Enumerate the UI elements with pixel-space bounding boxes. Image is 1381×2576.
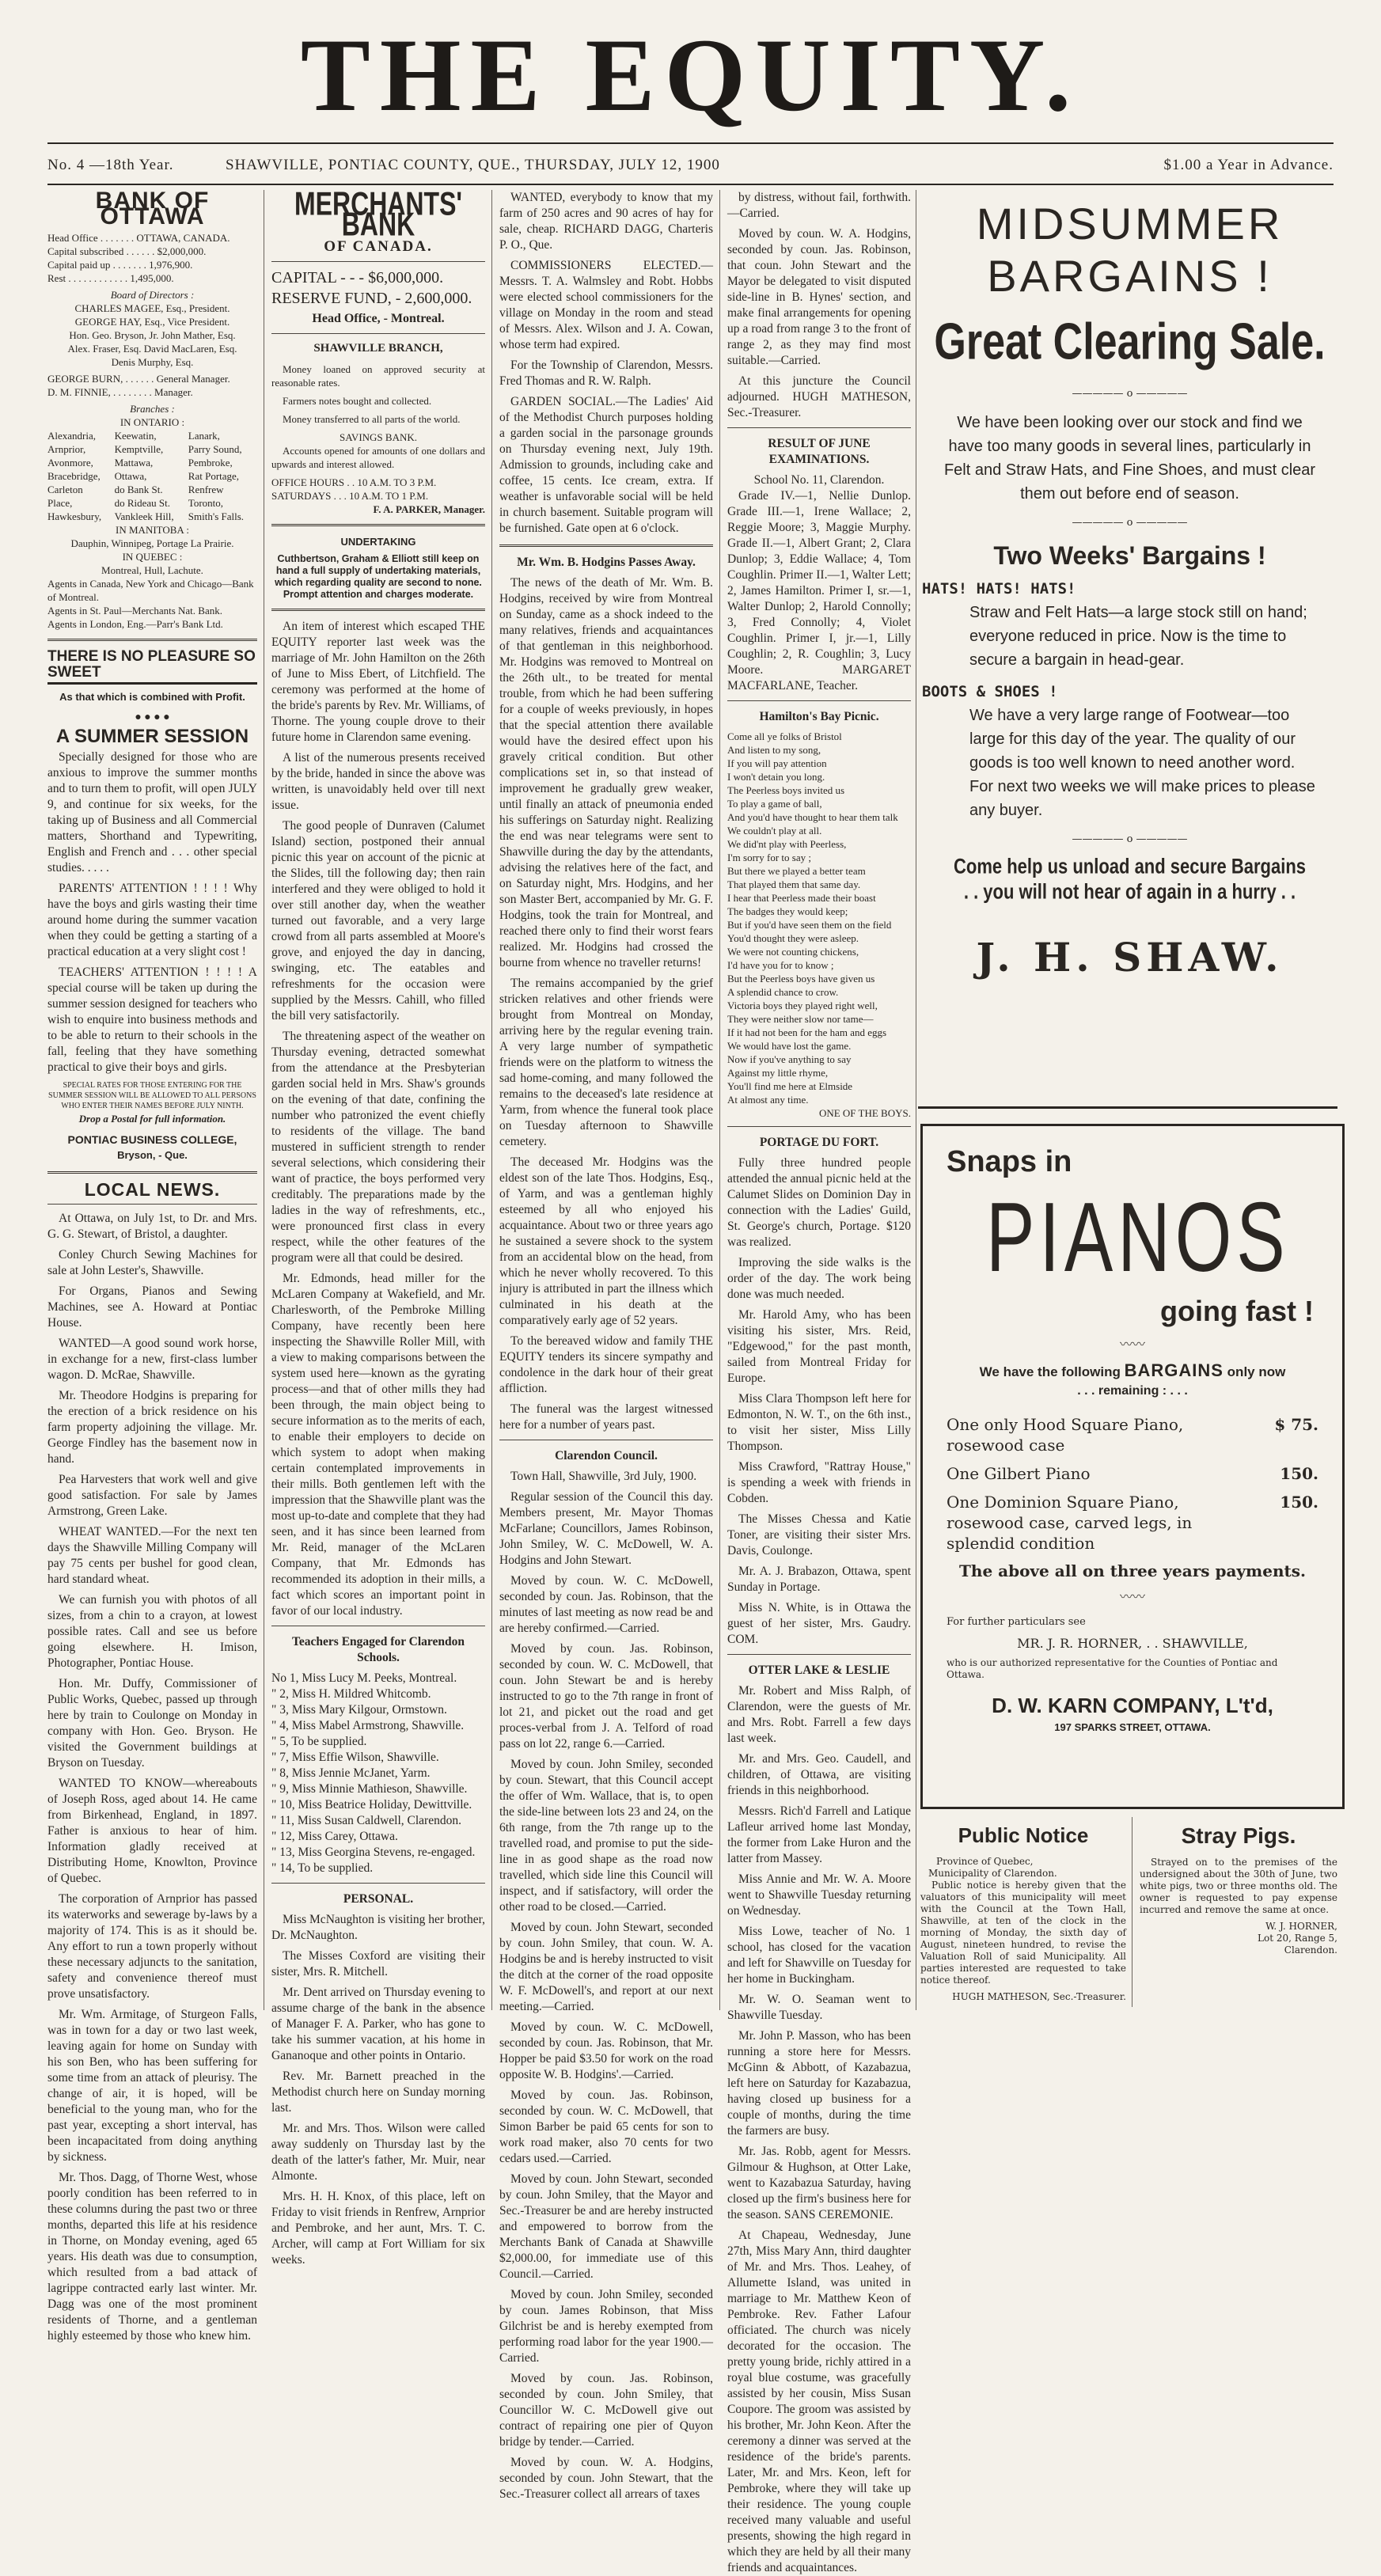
stray-pigs-sign: W. J. HORNER, (1265, 1921, 1337, 1932)
local-news-heading: LOCAL NEWS. (84, 1179, 221, 1200)
director: Alex. Fraser, Esq. David MacLaren, Esq. (67, 343, 237, 355)
teacher-entry: " 7, Miss Effie Wilson, Shawville. (271, 1751, 439, 1764)
column-1 (47, 188, 257, 2343)
hodgins-paragraph: The remains accompanied by the grief stricken relatives and other friends were brought from Montreal on Monday, arriving here by the regular evening train. A very large number of sympathetic friends were on the platform to witness the sad home-coming, and many followed the remains to the deceased's late residence at Yarm, from whence the funeral took place on Tuesday afternoon to Shawville cemetery. (499, 977, 713, 1148)
teachers-heading: Teachers Engaged for Clarendon Schools. (291, 1635, 465, 1664)
personal-heading: PERSONAL. (343, 1892, 414, 1906)
subscription-price: $1.00 a Year in Advance. (1163, 157, 1334, 173)
council-paragraph: Moved by coun. W. C. McDowell, seconded by coun. Jas. Robinson, that Mr. Hopper be paid $3.50 for work on the road opposite W. B. Hodgins'.—Carried. (499, 2020, 713, 2081)
otter-item: Miss Annie and Mr. W. A. Moore went to Shawville Tuesday returning on Wednesday. (727, 1872, 911, 1918)
portage-item: Miss N. White, is in Ottawa the guest of her sister, Mrs. Gaudry. COM. (727, 1601, 911, 1646)
merchants-line: Accounts opened for amounts of one dollars and upwards and interest allowed. (271, 445, 485, 470)
council-paragraph: Moved by coun. Jas. Robinson, seconded by coun. W. C. McDowell, that Simon Barber be paid 65 cents for son to work road maker, also 70 cents for two cedars used.—Carried. (499, 2088, 713, 2165)
local-news-item: Hon. Mr. Duffy, Commissioner of Public Works, Quebec, passed up through here by train to Coulonge on Monday in company with Hon. Geo. Bryson. He visited the Government buildings at Bryson on Tuesday. (47, 1677, 257, 1770)
council-paragraph: Moved by coun. W. C. McDowell, seconded by coun. Jas. Robinson, that the minutes of last meeting as now read be and are hereby confirmed.—Carried. (499, 1574, 713, 1635)
otter-item: Miss Lowe, teacher of No. 1 school, has closed for the vacation and left for Shawville on Tuesday for her home in Buckingham. (727, 1925, 911, 1986)
teacher-entry: " 2, Miss H. Mildred Whitcomb. (271, 1687, 431, 1701)
column-2 (271, 184, 485, 2267)
council-paragraph: Moved by coun. Jas. Robinson, seconded by coun. John Smiley, that Councillor W. C. McDowell give out contract of repairing one pier of Quyon bridge by tender.—Carried. (499, 2372, 713, 2449)
undertaking-title: UNDERTAKING (340, 536, 416, 548)
otter-item: At Chapeau, Wednesday, June 27th, Miss Mary Ann, third daughter of Mr. and Mrs. Thos. Leahey, of Allumette Island, was united in marriage to Mr. Matthew Keon of Pembroke. Rev. Father Lafour officiated. The church was nicely decorated for the occasion. The pretty young bride, richly attired in a royal blue costume, was gracefully assisted by her cousin, Miss Susan Coupore. The groom was assisted by his brother, Mr. John Keon. After the ceremony a dinner was served at the residence of the bride's parents. Later, Mr. and Mrs. Keon, left for Pembroke, where they will take up their residence. The young couple received many valuable and useful presents, showing the high regard in which they are held by all their many friends and acquaintances. (727, 2229, 911, 2574)
otter-heading: OTTER LAKE & LESLIE (748, 1664, 890, 1677)
pianos-advertisement (920, 1124, 1345, 1809)
board-heading: Board of Directors : (110, 289, 195, 301)
manager-line: GEORGE BURN, . . . . . . General Manager. (47, 373, 230, 385)
stray-pigs-sign: Lot 20, Range 5, (1258, 1933, 1337, 1944)
local-news-item: We can furnish you with photos of all sizes, from a chin to a crayon, at lowest possible rates. Call and see us before going elsewhere. H. Imison, Photographer, Pontiac House. (47, 1593, 257, 1670)
business-ad-sub: As that which is combined with Profit. (59, 691, 245, 703)
portage-item: Improving the side walks is the order of the day. The work being done was much needed. (727, 1256, 911, 1301)
saturday-hours: SATURDAYS . . . 10 A.M. TO 1 P.M. (271, 490, 429, 502)
public-notice-title: Public Notice (958, 1823, 1089, 1847)
council-paragraph: Moved by coun. John Smiley, seconded by coun. James Robinson, that Miss Gilchrist be and is hereby exempted from performing road labor for the year 1900.—Carried. (499, 2288, 713, 2365)
bank-ottawa-line: Head Office . . . . . . . OTTAWA, CANADA. (47, 232, 230, 244)
snaps-in: Snaps in (947, 1145, 1072, 1178)
masthead-rule-bottom (47, 184, 1334, 185)
picnic-poem: Come all ye folks of Bristol And listen to my song, If you will pay attention I won't detain you long. The Peerless boys invited us To play a game of ball, And you'd have thought to hear them talk We couldn't play at all. We did'nt play with Peerless, I'm sorry for to say ; But there we played a better team That played them that same day. I hear that Peerless made their boast The badges they would keep; But if you'd have seen them on the field You'd thought they were asleep. We were not counting chickens, I'd have you for to know ; But the Peerless boys have given us A splendid chance to crow. Victoria boys they played right well, They were neither slow nor tame— If it had not been for the ham and eggs We would have lost the game. Now if you've anything to say Against my little rhyme, You'll find me here at Elmside At almost any time. ONE OF THE BOYS. (727, 730, 911, 1119)
pianos-ornament: 〰〰 (1119, 1337, 1145, 1352)
hodgins-heading: Mr. Wm. B. Hodgins Passes Away. (517, 556, 696, 569)
special-rates-note: SPECIAL RATES FOR THOSE ENTERING FOR THE SUMMER SESSION WILL BE ALLOWED TO ALL PERSONS WHO ENTER THEIR NAMES BEFORE JULY NINTH. (48, 1081, 256, 1110)
agents-line: Agents in Canada, New York and Chicago—Bank of Montreal. (47, 578, 254, 603)
director: Denis Murphy, Esq. (111, 356, 194, 368)
hodgins-paragraph: The funeral was the largest witnessed here for a number of years past. (499, 1402, 713, 1432)
college-name: PONTIAC BUSINESS COLLEGE, (67, 1133, 237, 1146)
merchants-line: Money loaned on approved security at reasonable rates. (271, 363, 485, 389)
manager-line: D. M. FINNIE, . . . . . . . . Manager. (47, 386, 193, 398)
local-news-item: WANTED—A good sound work horse, in exchange for a new, first-class lumber wagon. D. McRae, Shawville. (47, 1337, 257, 1382)
council-paragraph: Moved by coun. John Stewart, seconded by coun. John Smiley, that the Mayor and Sec.-Treasurer be and are hereby instructed and empowered to borrow from the Merchants Bank of Canada at Shawville $2,000.00, for immediate use of this Council.—Carried. (499, 2172, 713, 2281)
council-paragraph: Moved by coun. John Smiley, seconded by coun. Stewart, that this Council accept the offer of Wm. Wallace, that is, to open the side-line between lots 23 and 24, on the 6th range, from the 7th range up to the travelled road, and promise to put the side-line in as good shape as the road now travelled, which side line this Council will inspect, and if satisfactory, will order the other road to be closed.—Carried. (499, 1758, 713, 1914)
teacher-entry: " 11, Miss Susan Caldwell, Clarendon. (271, 1814, 461, 1827)
otter-item: Messrs. Rich'd Farrell and Latique Lafleur arrived home last Monday, the former from Lake Huron and the latter from Massey. (727, 1804, 911, 1865)
personal-item: Mrs. H. H. Knox, of this place, left on Friday to visit friends in Renfrew, Arnprior and Pembroke, and her aunt, Mrs. T. C. Archer, will camp at Fort William for six weeks. (271, 2190, 485, 2267)
branches-heading: Branches : (130, 403, 175, 415)
remaining-line: . . . remaining : . . . (1077, 1384, 1188, 1398)
ontario-heading: IN ONTARIO : (120, 416, 185, 428)
boots-heading: BOOTS & SHOES ! (922, 683, 1058, 700)
savings-bank-heading: SAVINGS BANK. (339, 431, 417, 443)
bank-ottawa-line: Capital paid up . . . . . . . 1,976,900. (47, 259, 193, 271)
teacher-entry: " 3, Miss Mary Kilgour, Ormstown. (271, 1703, 447, 1717)
local-news-item: WANTED TO KNOW—whereabouts of Joseph Ross, aged about 14. He came from Birkenhead, England, in 1897. Father is anxious to hear of him. Information gladly received at Distributing Home, Knowlton, Province of Quebec. (47, 1777, 257, 1885)
branches-table: Alexandria, Keewatin, Lanark, Arnprior, Kemptville, Parry Sound, Avonmore, Mattawa, Pembroke, Bracebridge, Ottawa, Rat Portage, Carleton do Bank St. Renfrew Place, do Rideau St. Toronto, Hawkesbury, Vankleek Hill, Smith's Falls. (47, 430, 245, 522)
manitoba-heading: IN MANITOBA : (116, 524, 189, 536)
portage-item: Mr. Harold Amy, who has been visiting his sister, Mrs. Reid, "Edgewood," for the past month, sailed from Montreal Friday for Europe. (727, 1308, 911, 1385)
exam-heading: RESULT OF JUNE EXAMINATIONS. (768, 437, 871, 466)
director: CHARLES MAGEE, Esq., President. (74, 302, 230, 314)
news-item: The threatening aspect of the weather on Thursday evening, detracted somewhat from the attendance at the Presbyterian garden social held in Mrs. Shaw's grounds on the evening of that date, confining the number who patronized the event chiefly to residents of the village. The band mustered in sufficient strength to render several selections, which considering their want of practice, the boys performed very creditably. The preparations made by the ladies in the way of refreshments, etc., were pronounced first class in every respect, while the other features of the program were all that could be desired. (271, 1030, 485, 1265)
business-ad-paragraph: TEACHERS' ATTENTION ! ! ! ! A special course will be taken up during the summer session designed for teachers who wish to enquire into business methods and to be able to return to their schools in the fall, feeling that they have something practical to give their boys and girls. (47, 966, 257, 1074)
portage-item: Mr. A. J. Brabazon, Ottawa, spent Sunday in Portage. (727, 1565, 911, 1594)
karn-address: 197 SPARKS STREET, OTTAWA. (1054, 1721, 1211, 1733)
council-paragraph: Moved by coun. Jas. Robinson, seconded by coun. W. C. McDowell, that coun. John Stewart be and is hereby instructed to go to the 7th range in front of lot 21, and picket out the road and get proces-verbal from J. A. Telford of road pass on lot 22, range 6.—Carried. (499, 1642, 713, 1751)
teacher-entry: " 9, Miss Minnie Mathieson, Shawville. (271, 1782, 468, 1796)
director: GEORGE HAY, Esq., Vice President. (74, 316, 230, 328)
teacher-entry: " 14, To be supplied. (271, 1861, 374, 1875)
column-3 (499, 190, 713, 2501)
shaw-name: J. H. SHAW. (976, 934, 1284, 981)
otter-item: Mr. Jas. Robb, agent for Messrs. Gilmour & Hughson, at Otter Lake, went to Kazabazua Saturday, having closed up the firm's business here for the season. SANS CEREMONIE. (727, 2145, 911, 2221)
news-item: For the Township of Clarendon, Messrs. Fred Thomas and R. W. Ralph. (499, 359, 713, 388)
agent-note: who is our authorized representative for the Counties of Pontiac and Ottawa. (947, 1657, 1278, 1680)
shawville-branch-heading: SHAWVILLE BRANCH, (313, 342, 443, 355)
teacher-entry: " 5, To be supplied. (271, 1735, 367, 1748)
business-ad-paragraph: PARENTS' ATTENTION ! ! ! ! Why have the boys and girls wasting their time around home during the summer vacation when they could be getting a starting of a practical education at a very slight cost ! (47, 882, 257, 958)
council-paragraph: Regular session of the Council this day. Members present, Mr. Mayor Thomas McFarlane; Councillors, James Robinson, John Smiley, W. C. McDowell, W. A. Hodgins and John Stewart. (499, 1490, 713, 1567)
bank-ottawa-line: Capital subscribed . . . . . . $2,000,000. (47, 245, 207, 257)
undertaking-text: Cuthbertson, Graham & Elliott still keep on hand a full supply of undertaking materials, which regarding quality are second to none. Prompt attention and charges moderate. (275, 553, 482, 600)
personal-item: The Misses Coxford are visiting their sister, Mrs. R. Mitchell. (271, 1949, 485, 1978)
shaw-ornament: ————— o ————— (1072, 388, 1188, 400)
portage-item: Miss Clara Thompson left here for Edmonton, N. W. T., on the 6th inst., to visit her sister, Miss Lilly Thompson. (727, 1392, 911, 1453)
teacher-entry: " 10, Miss Beatrice Holiday, Dewittville. (271, 1798, 472, 1812)
merchants-bank-sub: OF CANADA. (324, 238, 433, 255)
business-ad-title: THERE IS NO PLEASURE SO SWEET (47, 649, 257, 685)
piano-item: One Dominion Square Piano, rosewood case, carved legs, in splendid condition 150. (947, 1493, 1318, 1553)
news-item: An item of interest which escaped THE EQUITY reporter last week was the marriage of Mr. John Hamilton on the 26th of June to Miss Ebert, of Litchfield. The ceremony was performed at the home of the bride's parents by Rev. Mr. Williams, of Thorne. The young couple drove to their future home in Clarendon same evening. (271, 620, 485, 744)
news-item: Moved by coun. W. A. Hodgins, seconded by coun. Jas. Robinson, that coun. John Stewart and the Mayor be delegated to visit disputed side-line in B. Hynes' section, and make final arrangements for opening up a road from range 3 to the front of range 2, as they may find most suitable.—Carried. (727, 227, 911, 367)
dateline-place: SHAWVILLE, PONTIAC COUNTY, QUE., THURSDAY, JULY 12, 1900 (226, 157, 720, 173)
boots-text: We have a very large range of Footwear—too large for this day of the year. The quality of our goods is too well known to need another word. For next two weeks we will make prices to please any buyer. (969, 707, 1315, 819)
otter-item: Mr. John P. Masson, who has been running a store here for Messrs. McGinn & Abbott, of Kazabazua, left here on Saturday for Kazabazua, having closed up business for a couple of months, during the time the farmers are busy. (727, 2029, 911, 2138)
otter-item: Mr. W. O. Seaman went to Shawville Tuesday. (727, 1993, 911, 2022)
masthead-title: THE EQUITY. (300, 17, 1081, 133)
council-paragraph: Moved by coun. W. A. Hodgins, seconded by coun. John Stewart, that the Sec.-Treasurer collect all arrears of taxes (499, 2456, 713, 2501)
council-heading: Clarendon Council. (555, 1449, 658, 1463)
shaw-ad-rule (918, 1106, 1337, 1109)
piano-item: One Gilbert Piano 150. (947, 1464, 1318, 1483)
shaw-call-1: Come help us unload and secure Bargains (954, 854, 1306, 878)
dateline (47, 157, 1334, 179)
office-hours: OFFICE HOURS . . 10 A.M. TO 3 P.M. (271, 476, 437, 488)
shaw-title-clearing: Great Clearing Sale. (934, 313, 1326, 371)
public-notice-line: Province of Quebec, (936, 1856, 1034, 1867)
public-notice (920, 1817, 1126, 2007)
issue-number: No. 4 —18th Year. (47, 157, 174, 173)
local-news-item: WHEAT WANTED.—For the next ten days the Shawville Milling Company will pay 75 cents per bushel for good clean, hard standard wheat. (47, 1525, 257, 1586)
local-news-item: For Organs, Pianos and Sewing Machines, see A. Howard at Pontiac House. (47, 1284, 257, 1330)
news-item: COMMISSIONERS ELECTED.—Messrs. T. A. Walmsley and Robt. Hobbs were elected school commissioners for the village on Monday in the room and stead of Messrs. Alex. Wilson and J. A. Cowan, whose term had expired. (499, 259, 713, 351)
teacher-entry: " 13, Miss Georgina Stevens, re-engaged. (271, 1846, 476, 1859)
hats-text: Straw and Felt Hats—a large stock still on hand; everyone reduced in price. Now is the time to secure a bargain in head-gear. (969, 604, 1307, 669)
public-notice-text: Public notice is hereby given that the valuators of this municipality will meet with the Council at the Town Hall, Shawville, at ten of the clock in the morning of Monday, the sixth day of August, nineteen hundred, to revise the Valuation Roll of said Municipality. All parties interested are requested to take notice thereof. (920, 1880, 1126, 1986)
director: Hon. Geo. Bryson, Jr. John Mather, Esq. (69, 329, 236, 341)
shaw-intro: We have been looking over our stock and find we have too many goods in several lines, particularly in Felt and Straw Hats, and Fine Shoes, and must clear them out before end of season. (943, 414, 1316, 503)
shaw-call-2: . . you will not hear of again in a hurry . . (963, 879, 1296, 904)
pianos-title: PIANOS (986, 1183, 1290, 1292)
public-notice-sign: HUGH MATHESON, Sec.-Treasurer. (952, 1991, 1126, 2002)
hodgins-paragraph: The news of the death of Mr. Wm. B. Hodgins, received by wire from Montreal on Sunday, came as a shock indeed to the many relatives, friends and acquaintances of that gentleman in this neighborhood. Mr. Hodgins was removed to Montreal on the 26th ult., to be treated for mental trouble, from which he had been suffering for a couple of weeks previously, in hopes that the special attention there available would have the desired effect upon his gravely critical condition. But other complications set in, so that instead of improvement he gradually grew weaker, until finally an attack of pneumonia ended his sufferings on Saturday night. Realizing the end was near telegrams were sent to Shawville during the day by the attendants, advising the relatives here of the fact, and on Saturday night, Mrs. Hodgins, and her son Master Bert, accompanied by Mr. G. F. Hodgins, took the train for Montreal, and reached there only to find their worst fears realized. Mr. Hodgins had crossed the bourne from whence no traveller returns! (499, 576, 713, 969)
college-place: Bryson, - Que. (117, 1149, 188, 1161)
local-news-item: Pea Harvesters that work well and give good satisfaction. For sale by James Armstrong, Green Lake. (47, 1473, 257, 1518)
agent-name: MR. J. R. HORNER, . . SHAWVILLE, (1017, 1636, 1248, 1651)
portage-item: Miss Crawford, "Rattray House," is spending a week with friends in Cobden. (727, 1460, 911, 1505)
stray-pigs-title: Stray Pigs. (1181, 1823, 1296, 1848)
stray-pigs-text: Strayed on to the premises of the undersigned about the 30th of June, two white pigs, two or three months old. The owner is requested to pay expense incurred and remove the same at once. (1140, 1857, 1337, 1915)
postal-note: Drop a Postal for full information. (78, 1113, 226, 1125)
particulars: For further particulars see (947, 1616, 1086, 1628)
merchants-line: Farmers notes bought and collected. (283, 395, 432, 407)
karn-company: D. W. KARN COMPANY, L't'd, (992, 1694, 1273, 1717)
agents-line: Agents in London, Eng.—Parr's Bank Ltd. (47, 618, 223, 630)
merchants-line: Money transferred to all parts of the world. (283, 413, 461, 425)
news-item: At this juncture the Council adjourned. HUGH MATHESON, Sec.-Treasurer. (727, 374, 911, 419)
personal-item: Rev. Mr. Barnett preached in the Methodist church here on Sunday morning last. (271, 2070, 485, 2115)
pianos-list (947, 1414, 1318, 1554)
council-paragraph: Moved by coun. John Stewart, seconded by coun. John Smiley, that coun. W. A. Hodgins be and is hereby instructed to visit the ditch at the corner of the road opposite W. F. McDowell's, and report at our next meeting.—Carried. (499, 1921, 713, 2013)
merchants-head-office: Head Office, - Montreal. (312, 312, 445, 325)
shaw-title-midsummer: MIDSUMMER (976, 199, 1284, 248)
news-item: The good people of Dunraven (Calumet Island) section, postponed their annual picnic this year on account of the picnic at the Slides, till the following day; then rain interfered and they were obliged to hold it over still another day, when the weather turned out favorable, and a very large crowd from all parts assembled at Moore's grove, and enjoyed the day in dancing, swinging, etc. The eatables and refreshments for the occasion were supplied by the Messrs. Cahill, who filled the bill very satisfactorily. (271, 819, 485, 1022)
picnic-heading: Hamilton's Bay Picnic. (759, 710, 879, 723)
pianos-ornament: 〰〰 (1119, 1589, 1145, 1604)
masthead-rule-top (47, 142, 1334, 144)
news-item: Mr. Edmonds, head miller for the McLaren Company at Wakefield, and Mr. Charlesworth, of the Pembroke Milling Company, have recently been here inspecting the Shawville Roller Mill, with a view to making comparisons between the system used here—known as the gyrating process—and that of other mills they had been through, the main object being to secure information as to the merits of each, to enable their employers to decide on which system to adopt when making certain contemplated improvements in their mills. Both gentlemen left with the impression that the Shawville plant was the most up-to-date and complete that they had seen, and it has since been learned from Mr. Reid, manager of the McLaren Company, that Mr. Edmonds has recommended its adoption in their mills, a fact which scores an important point in favor of our local industry. (271, 1272, 485, 1618)
news-item: A list of the numerous presents received by the bride, handed in since the above was written, is unavoidably held over till next issue. (271, 751, 485, 812)
manitoba-branches: Dauphin, Winnipeg, Portage La Prairie. (70, 537, 234, 549)
payment-terms: The above all on three years payments. (959, 1561, 1306, 1580)
dots-ornament: ● ● ● ● (135, 711, 170, 723)
otter-item: Mr. Robert and Miss Ralph, of Clarendon, were the guests of Mr. and Mrs. Robt. Farrell a few days last week. (727, 1684, 911, 1745)
two-weeks-heading: Two Weeks' Bargains ! (993, 541, 1266, 570)
quebec-heading: IN QUEBEC : (122, 551, 183, 563)
merchants-reserve: RESERVE FUND, - 2,600,000. (271, 290, 472, 307)
hodgins-paragraph: The deceased Mr. Hodgins was the eldest son of the late Thos. Hodgins, Esq., of Yarm, and was a gentleman highly esteemed by all who enjoyed his acquaintance. About two or three years ago he sustained a severe shock to the system from an accidental blow on the head, from which he never wholly recovered. To this injury is attributed in part the illness which culminated in his death at the comparatively early age of 52 years. (499, 1155, 713, 1327)
news-item: WANTED, everybody to know that my farm of 250 acres and 90 acres of hay for sale, cheap. RICHARD DAGG, Charteris P. O., Que. (499, 191, 713, 252)
shaw-ornament: ————— o ————— (1072, 517, 1188, 529)
shaw-advertisement (922, 194, 1337, 1104)
piano-item: One only Hood Square Piano, rosewood case $ 75. (947, 1415, 1318, 1455)
public-notice-line: Municipality of Clarendon. (928, 1868, 1057, 1879)
portage-item: Fully three hundred people attended the annual picnic held at the Calumet Slides on Dominion Day in connection with the Ladies' Guild, St. George's church, Portage. $120 was realized. (727, 1156, 911, 1249)
column-divider (719, 190, 720, 2010)
business-ad-paragraph: Specially designed for those who are anxious to improve the summer months and to turn them to profit, will open JULY 9, and continue for six weeks, for the taking up of Business and all Commercial matters, Shorthand and Typewriting, English and French and . . . other special studies. . . . . (47, 750, 257, 874)
going-fast: going fast ! (1160, 1295, 1314, 1327)
portage-heading: PORTAGE DU FORT. (759, 1136, 879, 1149)
personal-item: Mr. Dent arrived on Thursday evening to assume charge of the bank in the absence of Manager F. A. Parker, who has gone to take his summer vacation, at his home in Gananoque and other points in Ontario. (271, 1986, 485, 2062)
agents-line: Agents in St. Paul—Merchants Nat. Bank. (47, 605, 222, 616)
local-news-item: Conley Church Sewing Machines for sale at John Lester's, Shawville. (47, 1248, 257, 1277)
personal-item: Mr. and Mrs. Thos. Wilson were called away suddenly on Thursday last by the death of the latter's father, Mr. Muir, near Almonte. (271, 2122, 485, 2183)
shaw-ornament: ————— o ————— (1072, 833, 1188, 845)
merchants-manager: F. A. PARKER, Manager. (373, 503, 485, 515)
stray-pigs-notice (1140, 1817, 1337, 2007)
teacher-entry: " 4, Miss Mabel Armstrong, Shawville. (271, 1719, 465, 1732)
bank-ottawa-title: BANK OF OTTAWA (95, 188, 210, 230)
exam-school: School No. 11, Clarendon. (753, 473, 885, 487)
council-paragraph: Town Hall, Shawville, 3rd July, 1900. (510, 1470, 697, 1483)
hodgins-paragraph: To the bereaved widow and family THE EQUITY tenders its sincere sympathy and condolence in the dark hour of their great affliction. (499, 1334, 713, 1395)
local-news-item: Mr. Theodore Hodgins is preparing for the erection of a brick residence on his farm property adjoining the village. Mr. George Findley has the basement now in hand. (47, 1389, 257, 1466)
column-divider (491, 190, 492, 2010)
local-news-item: The corporation of Arnprior has passed its waterworks and sewerage by-laws by a majority of 174. This is as it should be. Any effort to run a town properly without these necessary adjuncts to the sanitation, safety and convenience thereof must prove unsatisfactory. (47, 1892, 257, 2001)
teacher-entry: " 12, Miss Carey, Ottawa. (271, 1830, 398, 1843)
teachers-list (271, 1671, 485, 1876)
quebec-branches: Montreal, Hull, Lachute. (101, 564, 203, 576)
news-item: GARDEN SOCIAL.—The Ladies' Aid of the Methodist Church purposes holding a garden social in the parsonage grounds on Thursday evening next, July 19th. Admission to grounds, including cake and coffee, 15 cents. Ice cream, extra. If weather is unfavorable social will be held in church basement. Suitable program will be furnished. Gate open at 6 o'clock. (499, 395, 713, 535)
hats-heading: HATS! HATS! HATS! (922, 580, 1076, 598)
local-news-item: Mr. Thos. Dagg, of Thorne West, whose poorly condition has been referred to in these columns during the past two or three months, departed this life at his residence in Thorne, on Monday evening, aged 65 years. His death was due to consumption, which resulted from a bad attack of lagrippe contracted early last winter. Mr. Dagg was one of the most prominent residents of Thorne, and a gentleman highly esteemed by those who knew him. (47, 2171, 257, 2343)
personal-item: Miss McNaughton is visiting her brother, Dr. McNaughton. (271, 1913, 485, 1942)
stray-pigs-sign: Clarendon. (1284, 1944, 1337, 1956)
bargains-line: We have the following BARGAINS only now (979, 1360, 1286, 1380)
local-news-items (47, 1211, 257, 2344)
teacher-entry: " 8, Miss Jennie McJanet, Yarm. (271, 1766, 431, 1780)
summer-session-heading: A SUMMER SESSION (55, 726, 249, 747)
shaw-title-bargains: BARGAINS ! (987, 251, 1273, 301)
column-4 (727, 190, 911, 2574)
exam-results: Grade IV.—1, Nellie Dunlop. Grade III.—1, Irene Wallace; 2, Reggie Moore; 3, Maggie Murphy. Grade II.—1, Albert Grant; 2, Clara Dunlop; 3, Eddie Wallace; 4, Tom Coughlin. Primer II.—1, Walter Lett; 2, James Hamilton. Primer I, sr.—1, Walter Dunlop; 2, Harold Connolly; 3, Fred Connolly; 4, Violet Coughlin. Primer I, jr.—1, Lilly Coughlin; 2, R. Coughlin; 3, Lucy Moore. MARGARET MACFARLANE, Teacher. (727, 489, 911, 692)
local-news-item: Mr. Wm. Armitage, of Sturgeon Falls, was in town for a day or two last week, leaving again for home on Sunday with his son Ben, who has been suffering for some time from an attack of pleurisy. The change of air, it is hoped, will be beneficial to the young man, who for the past year, excepting a short interval, has been incapacitated from doing anything by sickness. (47, 2008, 257, 2164)
news-item: by distress, without fail, forthwith.—Carried. (727, 191, 911, 220)
merchants-capital: CAPITAL - - - $6,000,000. (271, 269, 444, 286)
portage-item: The Misses Chessa and Katie Toner, are visiting their sister Mrs. Davis, Coulonge. (727, 1512, 911, 1557)
merchants-bank-title: MERCHANTS' BANK (294, 184, 463, 243)
bank-ottawa-line: Rest . . . . . . . . . . . . 1,495,000. (47, 272, 174, 284)
teacher-entry: No 1, Miss Lucy M. Peeks, Montreal. (271, 1671, 457, 1685)
local-news-item: At Ottawa, on July 1st, to Dr. and Mrs. G. G. Stewart, of Bristol, a daughter. (47, 1212, 257, 1241)
otter-item: Mr. and Mrs. Geo. Caudell, and children, of Ottawa, are visiting friends in this neighborhood. (727, 1752, 911, 1797)
